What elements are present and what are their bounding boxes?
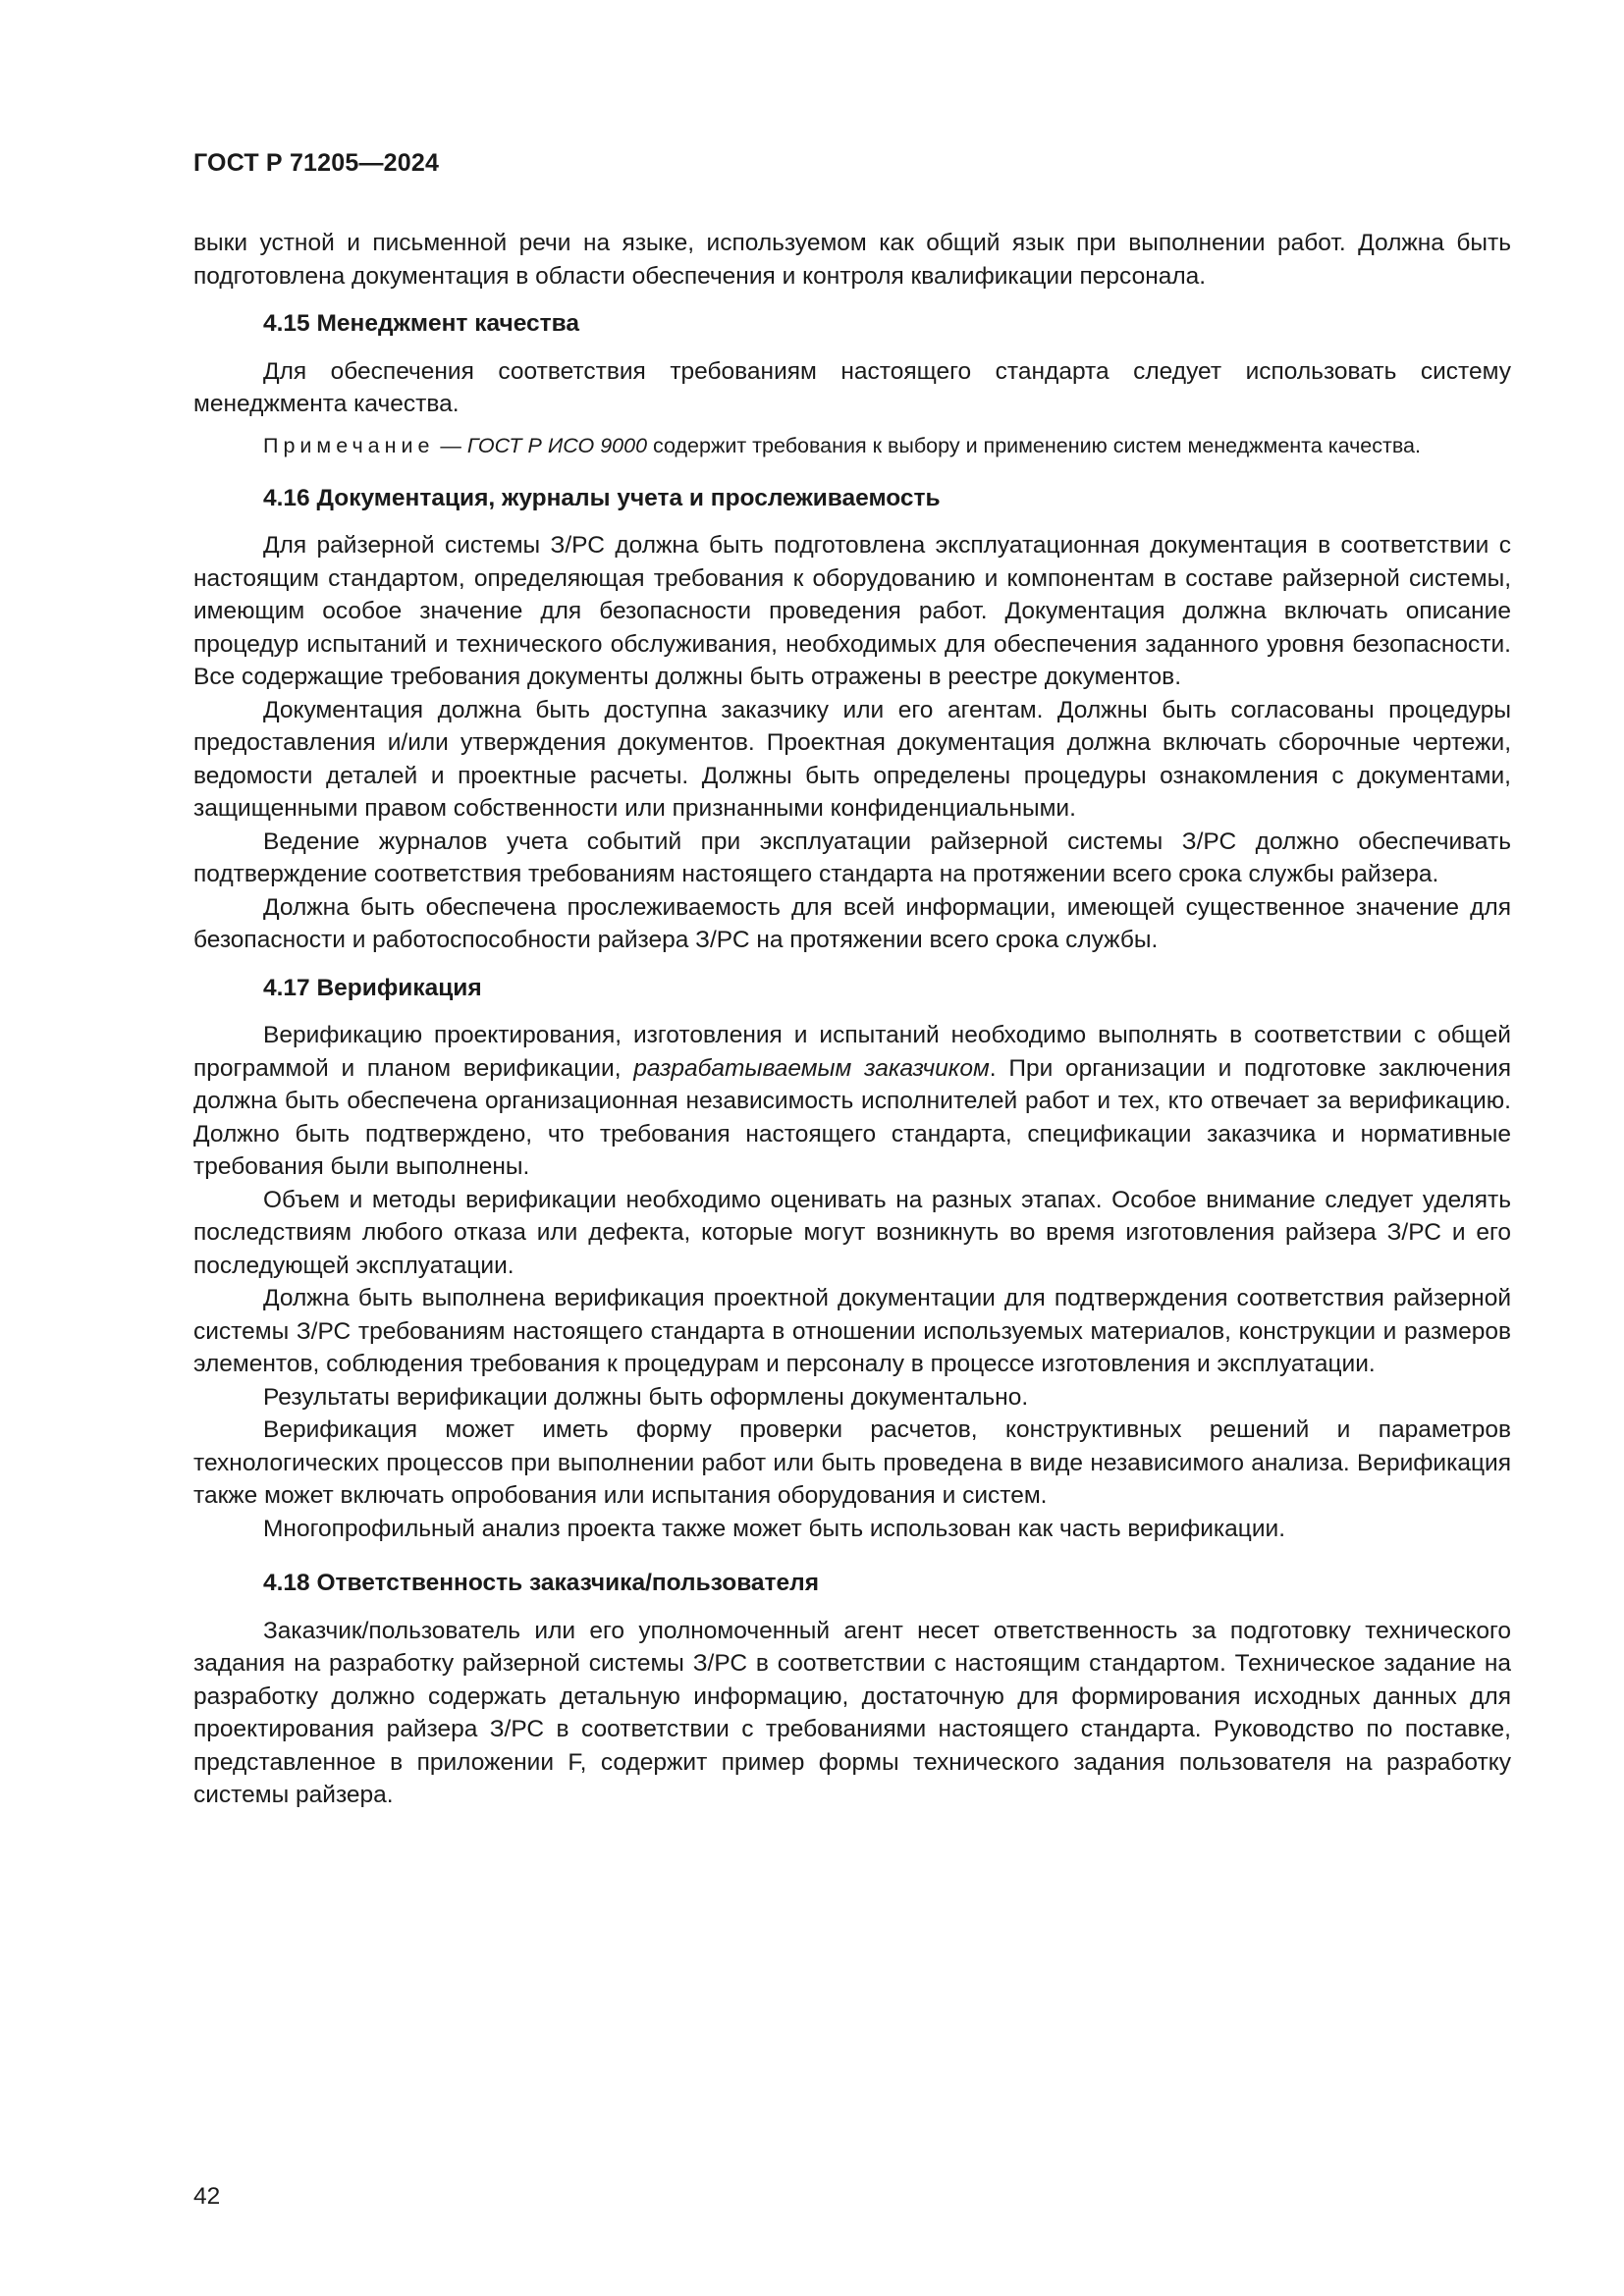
section-4-17-paragraph-3: Должна быть выполнена верификация проектной документации для подтверждения соответствия райзерной системы З/РС требованиям настоящего стандарта в отношении используемых материалов, конструкции и размеров элементов, соблюдения требования к процедурам и персоналу в процессе изготовления и эксплуатации. — [193, 1285, 1511, 1377]
section-4-15-title: 4.15 Менеджмент качества — [263, 310, 580, 337]
note-dash: — — [434, 433, 467, 457]
paragraph-text: Верификацию проектирования, изготовления и испытаний необходимо выполнять в соответствии с общей программой и планом верификации, — [193, 1022, 1511, 1082]
note-reference: ГОСТ Р ИСО 9000 — [466, 433, 648, 457]
section-4-16-paragraph-4: Должна быть обеспечена прослеживаемость для всей информации, имеющей существенное значение для безопасности и работоспособности райзера З/РС на протяжении всего срока службы. — [193, 893, 1511, 953]
section-4-17-paragraph-6: Многопрофильный анализ проекта также может быть использован как часть верификации. — [263, 1515, 1286, 1542]
section-4-18-title: 4.18 Ответственность заказчика/пользователя — [263, 1570, 820, 1596]
section-4-17-title: 4.17 Верификация — [263, 974, 482, 1001]
standard-header: ГОСТ Р 71205—2024 — [193, 149, 440, 177]
section-4-15-note — [193, 431, 1511, 460]
section-4-17-paragraph-5: Верификация может иметь форму проверки расчетов, конструктивных решений и параметров технологических процессов при выполнении работ или быть проведена в виде независимого анализа. Верификация также может включать опробования или испытания оборудования и систем. — [193, 1416, 1511, 1509]
section-4-15-paragraph: Для обеспечения соответствия требованиям настоящего стандарта следует использовать систему менеджмента качества. — [193, 357, 1511, 417]
section-4-18-paragraph: Заказчик/пользователь или его уполномоченный агент несет ответственность за подготовку технического задания на разработку райзерной системы З/РС в соответствии с настоящим стандартом. Техническое задание на разработку должно содержать детальную информацию, достаточную для формирования исходных данных для проектирования райзера З/РС в соответствии с требованиями настоящего стандарта. Руководство по поставке, представленное в приложении F, содержит пример формы технического задания пользователя на разработку системы райзера. — [193, 1617, 1511, 1808]
page-content — [193, 227, 1511, 1812]
section-4-16-paragraph-2: Документация должна быть доступна заказчику или его агентам. Должны быть согласованы процедуры предоставления и/или утверждения документов. Проектная документация должна включать сборочные чертежи, ведомости деталей и проектные расчеты. Должны быть определены процедуры ознакомления с документами, защищенными правом собственности или признанными конфиденциальными. — [193, 696, 1511, 822]
section-4-16-title: 4.16 Документация, журналы учета и прослеживаемость — [263, 484, 941, 511]
section-4-16-paragraph-1: Для райзерной системы З/РС должна быть подготовлена эксплуатационная документация в соответствии с настоящим стандартом, определяющая требования к оборудованию и компонентам в составе райзерной системы, имеющим особое значение для безопасности проведения работ. Документация должна включать описание процедур испытаний и технического обслуживания, необходимых для обеспечения заданного уровня безопасности. Все содержащие требования документы должны быть отражены в реестре документов. — [193, 532, 1511, 690]
intro-paragraph: выки устной и письменной речи на языке, используемом как общий язык при выполнении работ. Должна быть подготовлена документация в области обеспечения и контроля квалификации персонала. — [193, 230, 1511, 290]
section-4-17-paragraph-4: Результаты верификации должны быть оформлены документально. — [263, 1383, 1029, 1411]
note-label: Примечание — [263, 433, 435, 457]
section-4-17-paragraph-1 — [193, 1019, 1511, 1184]
paragraph-italic: разрабатываемым заказчиком — [633, 1054, 990, 1082]
paragraph-text: . При организации и подготовке заключения должна быть обеспечена организационная независимость исполнителей работ и тех, кто отвечает за верификацию. Должно быть подтверждено, что требования настоящего стандарта, спецификации заказчика и нормативные требования были выполнены. — [193, 1054, 1511, 1180]
note-text: содержит требования к выбору и применению систем менеджмента качества. — [647, 433, 1421, 457]
section-4-17-paragraph-2: Объем и методы верификации необходимо оценивать на разных этапах. Особое внимание следует уделять последствиям любого отказа или дефекта, которые могут возникнуть во время изготовления райзера З/РС и его последующей эксплуатации. — [193, 1186, 1511, 1279]
section-4-16-paragraph-3: Ведение журналов учета событий при эксплуатации райзерной системы З/РС должно обеспечивать подтверждение соответствия требованиям настоящего стандарта на протяжении всего срока службы райзера. — [193, 828, 1511, 887]
page-number: 42 — [193, 2183, 221, 2210]
